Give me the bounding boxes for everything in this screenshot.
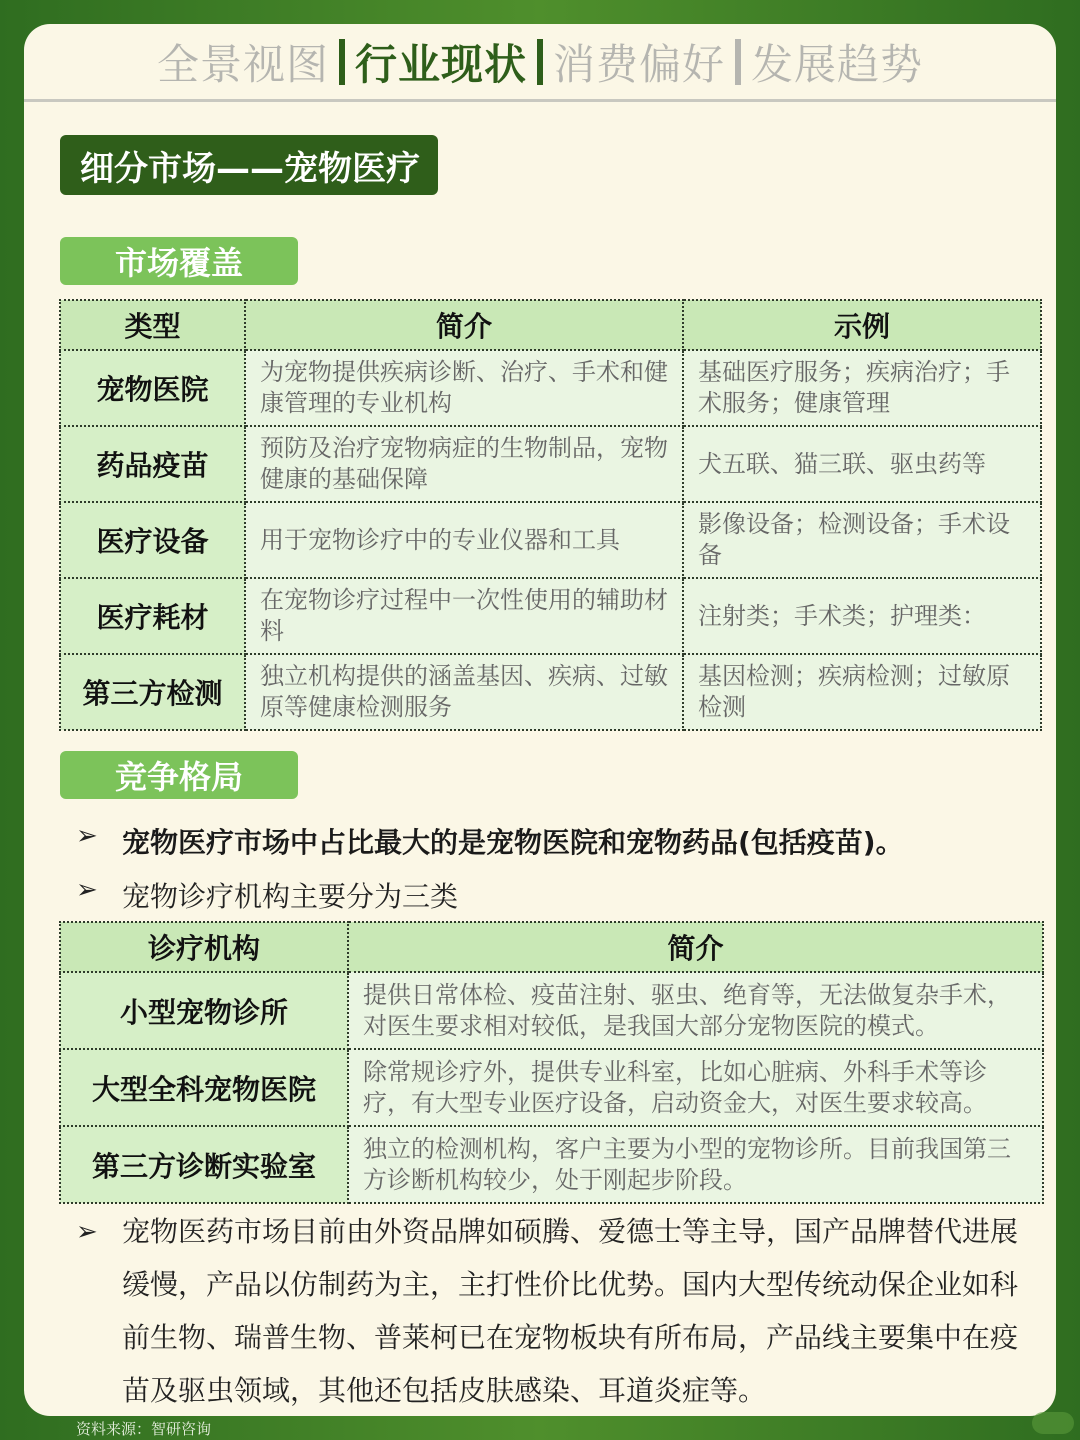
bullet-item — [76, 875, 1036, 915]
arrow-icon: ➢ — [76, 821, 98, 851]
table-row — [60, 654, 1041, 730]
bullet-item — [76, 821, 1036, 861]
row-intro: 用于宠物诊疗中的专业仪器和工具 — [245, 502, 683, 578]
row-type: 医疗耗材 — [60, 578, 245, 654]
bullet-text: 宠物医药市场目前由外资品牌如硕腾、爱德士等主导，国产品牌替代进展缓慢，产品以仿制药为主，主打性价比优势。国内大型传统动保企业如科前生物、瑞普生物、普莱柯已在宠物板块有所布局，产品线主要集中在疫苗及驱虫领域，其他还包括皮肤感染、耳道炎症等。 — [122, 1215, 1019, 1407]
table-row — [60, 426, 1041, 502]
top-nav — [24, 24, 1056, 102]
table-row — [60, 1126, 1043, 1203]
row-intro: 为宠物提供疾病诊断、治疗、手术和健康管理的专业机构 — [245, 350, 683, 426]
table-row — [60, 578, 1041, 654]
section-label-market-coverage: 市场覆盖 — [60, 237, 298, 285]
table-row — [60, 1049, 1043, 1126]
market-coverage-table — [59, 299, 1042, 731]
row-example: 影像设备；检测设备；手术设备 — [683, 502, 1041, 578]
table-row — [60, 502, 1041, 578]
bullet-item — [76, 1205, 1036, 1416]
clinic-types-table — [59, 921, 1044, 1204]
arrow-icon: ➢ — [76, 875, 98, 905]
nav-tab-industry-status[interactable]: 行业现状 — [354, 39, 527, 89]
nav-tab-overview[interactable]: 全景视图 — [156, 39, 329, 89]
nav-tab-trends[interactable]: 发展趋势 — [751, 39, 924, 89]
content-card — [24, 24, 1056, 1416]
row-intro: 独立机构提供的涵盖基因、疾病、过敏原等健康检测服务 — [245, 654, 683, 730]
nav-tab-consumer-preference[interactable]: 消费偏好 — [553, 39, 726, 89]
row-type: 医疗设备 — [60, 502, 245, 578]
row-type: 小型宠物诊所 — [60, 972, 348, 1049]
arrow-icon: ➢ — [76, 1217, 98, 1247]
source-note: 资料来源：智研咨询 — [76, 1420, 212, 1438]
row-example: 基础医疗服务；疾病治疗；手术服务；健康管理 — [683, 350, 1041, 426]
nav-divider — [537, 39, 543, 85]
column-header: 示例 — [683, 300, 1041, 350]
row-intro: 在宠物诊疗过程中一次性使用的辅助材料 — [245, 578, 683, 654]
corner-mark — [1032, 1412, 1074, 1434]
row-type: 第三方诊断实验室 — [60, 1126, 348, 1203]
bullet-text: 宠物诊疗机构主要分为三类 — [122, 880, 459, 913]
row-type: 药品疫苗 — [60, 426, 245, 502]
column-header: 简介 — [348, 922, 1043, 972]
row-intro: 提供日常体检、疫苗注射、驱虫、绝育等，无法做复杂手术，对医生要求相对较低，是我国大部分宠物医院的模式。 — [348, 972, 1043, 1049]
row-type: 第三方检测 — [60, 654, 245, 730]
column-header: 诊疗机构 — [60, 922, 348, 972]
page-title: 细分市场——宠物医疗 — [60, 135, 438, 195]
row-example: 犬五联、猫三联、驱虫药等 — [683, 426, 1041, 502]
column-header: 类型 — [60, 300, 245, 350]
section-label-competition: 竞争格局 — [60, 751, 298, 799]
row-intro: 独立的检测机构，客户主要为小型的宠物诊所。目前我国第三方诊断机构较少，处于刚起步阶段。 — [348, 1126, 1043, 1203]
bullet-text: 宠物医疗市场中占比最大的是宠物医院和宠物药品(包括疫苗)。 — [122, 826, 904, 859]
row-intro: 预防及治疗宠物病症的生物制品，宠物健康的基础保障 — [245, 426, 683, 502]
column-header: 简介 — [245, 300, 683, 350]
table-row — [60, 972, 1043, 1049]
row-intro: 除常规诊疗外，提供专业科室，比如心脏病、外科手术等诊疗，有大型专业医疗设备，启动资金大，对医生要求较高。 — [348, 1049, 1043, 1126]
row-type: 大型全科宠物医院 — [60, 1049, 348, 1126]
nav-divider — [735, 39, 741, 85]
row-example: 基因检测；疾病检测；过敏原检测 — [683, 654, 1041, 730]
table-header-row — [60, 922, 1043, 972]
row-example: 注射类；手术类；护理类： — [683, 578, 1041, 654]
table-row — [60, 350, 1041, 426]
row-type: 宠物医院 — [60, 350, 245, 426]
table-header-row — [60, 300, 1041, 350]
nav-divider — [339, 39, 345, 85]
